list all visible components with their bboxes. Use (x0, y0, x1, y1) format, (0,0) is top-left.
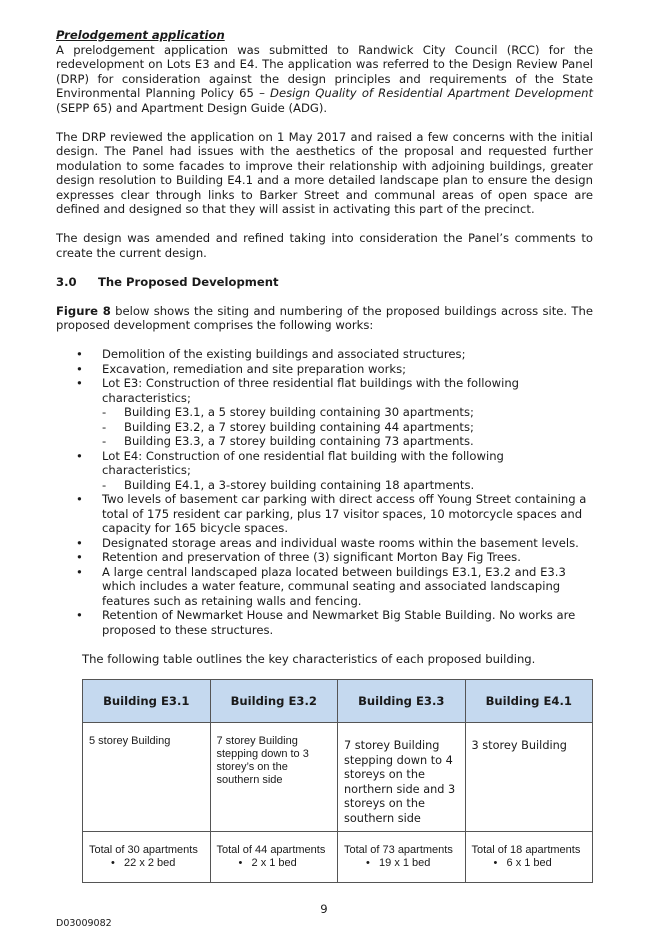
list-item-text: Retention of Newmarket House and Newmarket Big Stable Building. No works are proposed to these structures. (102, 608, 576, 637)
table-header-row (83, 680, 593, 723)
table-cell: 5 storey Building (83, 723, 211, 832)
document-body (56, 28, 593, 666)
list-item-text: Designated storage areas and individual waste rooms within the basement levels. (102, 535, 579, 550)
sub-list-item (102, 405, 593, 420)
apartment-total: Total of 18 apartments (471, 844, 581, 856)
sub-list (102, 405, 593, 449)
sub-list-item-text: Building E3.2, a 7 storey building containing 44 apartments; (124, 419, 474, 434)
table-cell: 7 storey Building stepping down to 4 storeys on the northern side and 3 storeys on the southern side (338, 723, 466, 832)
apartment-mix-text: 22 x 2 bed (124, 857, 176, 869)
para1-italic-title: Design Quality of Residential Apartment Development (270, 86, 593, 100)
list-item-text: Excavation, remediation and site preparation works; (102, 361, 407, 376)
building-table (82, 679, 593, 883)
list-item (56, 376, 593, 449)
list-item-text: Lot E3: Construction of three residential flat buildings with the following characteristics; (102, 376, 520, 405)
bullet-icon: • (76, 376, 83, 390)
list-item-text: Two levels of basement car parking with direct access off Young Street containing a total of 175 resident car parking, plus 17 visitor spaces, 10 motorcycle spaces and capacity for 165 bicycle spaces. (102, 492, 587, 535)
list-item (56, 492, 593, 536)
dash-icon: - (102, 419, 107, 434)
works-list (56, 347, 593, 637)
prelodgement-paragraph-1 (56, 43, 593, 116)
table-header-cell: Building E3.1 (83, 680, 211, 723)
table-row (83, 723, 593, 832)
section-title: The Proposed Development (98, 274, 279, 289)
sub-list-item-text: Building E4.1, a 3-storey building containing 18 apartments. (124, 477, 475, 492)
apartment-mix: • 22 x 2 bed (111, 857, 176, 869)
sub-list-item (102, 434, 593, 449)
list-item-text: Demolition of the existing buildings and associated structures; (102, 347, 466, 361)
sub-list-item (102, 420, 593, 435)
figure-reference: Figure 8 (56, 303, 111, 318)
apartment-mix: • 2 x 1 bed (238, 857, 297, 869)
bullet-icon: • (76, 361, 83, 376)
apartment-mix-text: 2 x 1 bed (251, 857, 297, 869)
apartment-mix-text: 6 x 1 bed (506, 857, 552, 869)
para1-text-b: (SEPP 65) and Apartment Design Guide (ADG). (56, 100, 328, 115)
document-reference: D03009082 (56, 918, 112, 929)
bullet-icon: • (76, 608, 83, 622)
bullet-icon: • (76, 448, 83, 463)
sub-list-item-text: Building E3.1, a 5 storey building containing 30 apartments; (124, 405, 474, 419)
list-item (56, 362, 593, 377)
dash-icon: - (102, 477, 107, 492)
apartment-mix-text: 19 x 1 bed (379, 857, 431, 869)
sub-list (102, 478, 593, 493)
sub-list-item-text: Building E3.3, a 7 storey building containing 73 apartments. (124, 434, 474, 448)
sub-list-item (102, 478, 593, 493)
table-header-cell: Building E4.1 (465, 680, 593, 723)
bullet-icon: • (76, 347, 83, 361)
section-intro-text: below shows the siting and numbering of the proposed buildings across site. The proposed development comprises the following works: (56, 303, 593, 332)
table-cell (210, 832, 338, 883)
list-item-text: Retention and preservation of three (3) significant Morton Bay Fig Trees. (102, 550, 521, 564)
list-item (56, 565, 593, 609)
table-cell: 7 storey Building stepping down to 3 storey’s on the southern side (210, 723, 338, 832)
section-intro (56, 304, 593, 333)
dash-icon: - (102, 405, 107, 419)
page-number: 9 (320, 902, 328, 916)
list-item (56, 449, 593, 493)
table-header-cell: Building E3.3 (338, 680, 466, 723)
prelodgement-paragraph-3: The design was amended and refined taking into consideration the Panel’s comments to create the current design. (56, 231, 593, 260)
list-item (56, 608, 593, 637)
prelodgement-paragraph-2: The DRP reviewed the application on 1 May 2017 and raised a few concerns with the initial design. The Panel had issues with the aesthetics of the proposal and requested further modulation to some facades to improve their relationship with adjoining buildings, greater design resolution to Building E4.1 and a more detailed landscape plan to ensure the design expresses clear through links to Barker Street and communal areas of open space are defined and designed so that they will assist in activating this part of the precinct. (56, 129, 593, 216)
apartment-total: Total of 44 apartments (216, 844, 326, 856)
table-cell: 3 storey Building (465, 723, 593, 832)
table-intro: The following table outlines the key characteristics of each proposed building. (82, 651, 536, 666)
list-item (56, 347, 593, 362)
table-header-cell: Building E3.2 (210, 680, 338, 723)
list-item-text: A large central landscaped plaza located between buildings E3.1, E3.2 and E3.3 which includes a water feature, communal seating and associated landscaping features such as retaining walls and fencing. (102, 564, 566, 608)
dash-icon: - (102, 434, 107, 448)
list-item (56, 536, 593, 551)
section-number: 3.0 (56, 274, 77, 289)
table-cell (338, 832, 466, 883)
bullet-icon: • (76, 535, 83, 550)
prelodgement-heading: Prelodgement application (56, 28, 225, 42)
section-heading (56, 275, 593, 290)
list-item-text: Lot E4: Construction of one residential flat building with the following characteristics; (102, 448, 504, 477)
table-cell (465, 832, 593, 883)
bullet-icon: • (76, 550, 83, 564)
table-cell (83, 832, 211, 883)
list-item (56, 550, 593, 565)
apartment-mix: • 6 x 1 bed (493, 857, 552, 869)
table-row (83, 832, 593, 883)
apartment-mix: • 19 x 1 bed (366, 857, 431, 869)
para1-text-a: A prelodgement application was submitted to Randwick City Council (RCC) for the redevelopment on Lots E3 and E4. The application was referred to the Design Review Panel (DRP) for consideration against the design principles and requirements of the State Environmental Planning Policy 65 – (56, 42, 593, 100)
bullet-icon: • (76, 564, 83, 579)
apartment-total: Total of 30 apartments (89, 844, 198, 856)
apartment-total: Total of 73 apartments (344, 844, 453, 856)
bullet-icon: • (76, 492, 83, 506)
